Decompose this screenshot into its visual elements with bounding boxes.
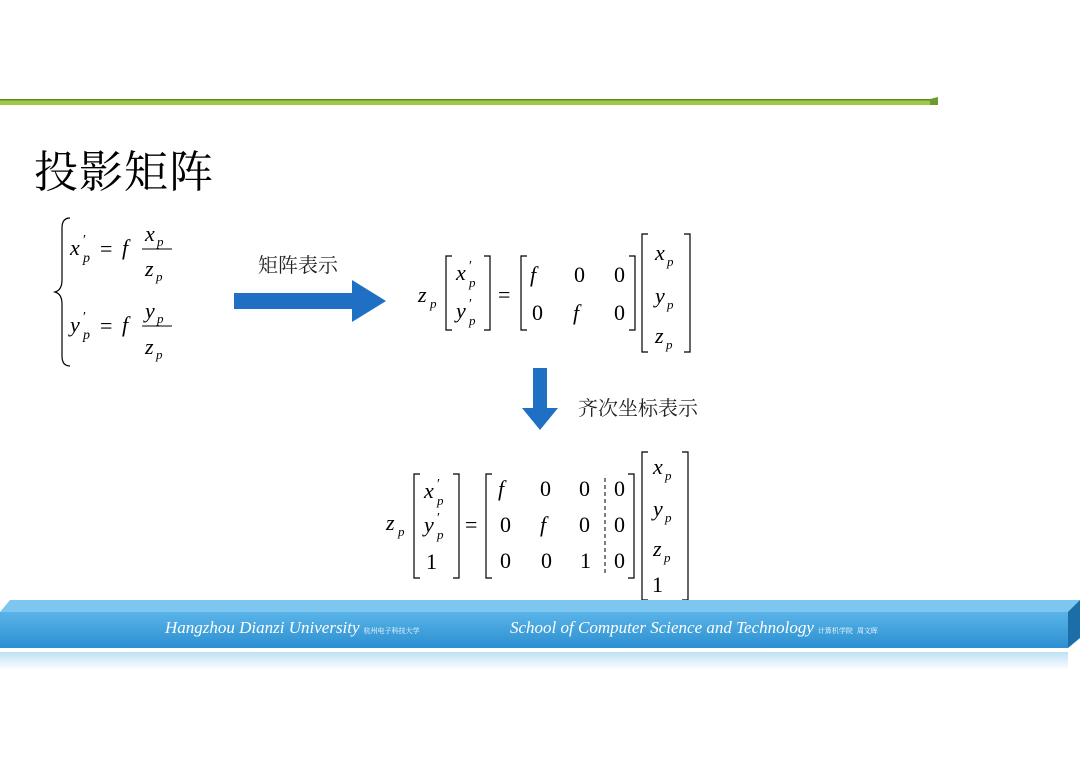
svg-text:′: ′ <box>83 310 87 325</box>
svg-text:p: p <box>437 527 444 542</box>
svg-text:p: p <box>667 254 674 269</box>
svg-text:1: 1 <box>426 549 437 574</box>
svg-text:x: x <box>655 240 665 265</box>
svg-text:p: p <box>398 524 405 539</box>
svg-text:p: p <box>469 275 476 290</box>
svg-text:f: f <box>540 512 547 537</box>
down-arrow-icon <box>522 368 558 430</box>
svg-text:p: p <box>469 313 476 328</box>
svg-text:p: p <box>665 468 672 483</box>
svg-text:f: f <box>530 262 537 287</box>
label-homogeneous-representation: 齐次坐标表示 <box>578 396 698 420</box>
svg-text:p: p <box>430 296 437 311</box>
svg-text:′: ′ <box>437 511 441 526</box>
svg-text:0: 0 <box>614 262 625 287</box>
svg-text:p: p <box>157 311 164 326</box>
svg-text:x: x <box>145 221 155 246</box>
svg-text:y: y <box>456 298 466 323</box>
svg-text:p: p <box>667 297 674 312</box>
svg-text:y: y <box>424 512 434 537</box>
homogeneous-equation <box>385 452 688 600</box>
svg-text:f: f <box>122 235 129 260</box>
right-arrow-icon <box>234 280 386 322</box>
svg-text:p: p <box>157 234 164 249</box>
matrix-equation <box>417 234 690 352</box>
svg-text:z: z <box>655 323 664 348</box>
label-matrix-representation: 矩阵表示 <box>258 253 338 277</box>
svg-text:0: 0 <box>579 476 590 501</box>
svg-text:0: 0 <box>541 548 552 573</box>
svg-text:p: p <box>156 347 163 362</box>
svg-text:′: ′ <box>83 233 87 248</box>
perspective-equations <box>55 218 172 366</box>
svg-text:0: 0 <box>614 512 625 537</box>
svg-text:y: y <box>145 298 155 323</box>
svg-text:z: z <box>145 334 154 359</box>
svg-text:z: z <box>418 282 427 307</box>
svg-text:f: f <box>498 476 505 501</box>
svg-text:1: 1 <box>580 548 591 573</box>
svg-text:′: ′ <box>469 297 473 312</box>
svg-text:=: = <box>100 313 113 338</box>
svg-text:0: 0 <box>614 300 625 325</box>
svg-text:z: z <box>145 256 154 281</box>
svg-text:y: y <box>70 312 80 337</box>
svg-text:′: ′ <box>469 259 473 274</box>
svg-text:z: z <box>653 536 662 561</box>
svg-text:p: p <box>664 550 671 565</box>
svg-text:z: z <box>386 510 395 535</box>
svg-text:0: 0 <box>500 512 511 537</box>
svg-text:f: f <box>573 300 580 325</box>
svg-text:x: x <box>70 235 80 260</box>
svg-text:0: 0 <box>579 512 590 537</box>
footer-university: Hangzhou Dianzi University 杭州电子科技大学 <box>165 618 420 637</box>
svg-text:x: x <box>456 260 466 285</box>
svg-text:0: 0 <box>540 476 551 501</box>
svg-text:y: y <box>653 496 663 521</box>
svg-text:x: x <box>424 478 434 503</box>
footer-school: School of Computer Science and Technology 计算机学院 周文晖 <box>510 618 878 637</box>
svg-text:y: y <box>655 283 665 308</box>
svg-text:p: p <box>83 251 90 266</box>
svg-text:p: p <box>666 337 673 352</box>
svg-text:1: 1 <box>652 572 663 597</box>
svg-text:′: ′ <box>437 477 441 492</box>
svg-text:p: p <box>83 328 90 343</box>
svg-text:0: 0 <box>614 476 625 501</box>
svg-text:p: p <box>665 510 672 525</box>
svg-text:x: x <box>653 454 663 479</box>
svg-text:p: p <box>437 493 444 508</box>
svg-text:=: = <box>465 512 478 537</box>
svg-text:=: = <box>498 282 511 307</box>
svg-text:0: 0 <box>574 262 585 287</box>
slide-title: 投影矩阵 <box>34 147 214 198</box>
svg-text:p: p <box>156 269 163 284</box>
svg-text:0: 0 <box>532 300 543 325</box>
svg-text:f: f <box>122 312 129 337</box>
svg-text:0: 0 <box>500 548 511 573</box>
svg-text:=: = <box>100 236 113 261</box>
svg-text:0: 0 <box>614 548 625 573</box>
